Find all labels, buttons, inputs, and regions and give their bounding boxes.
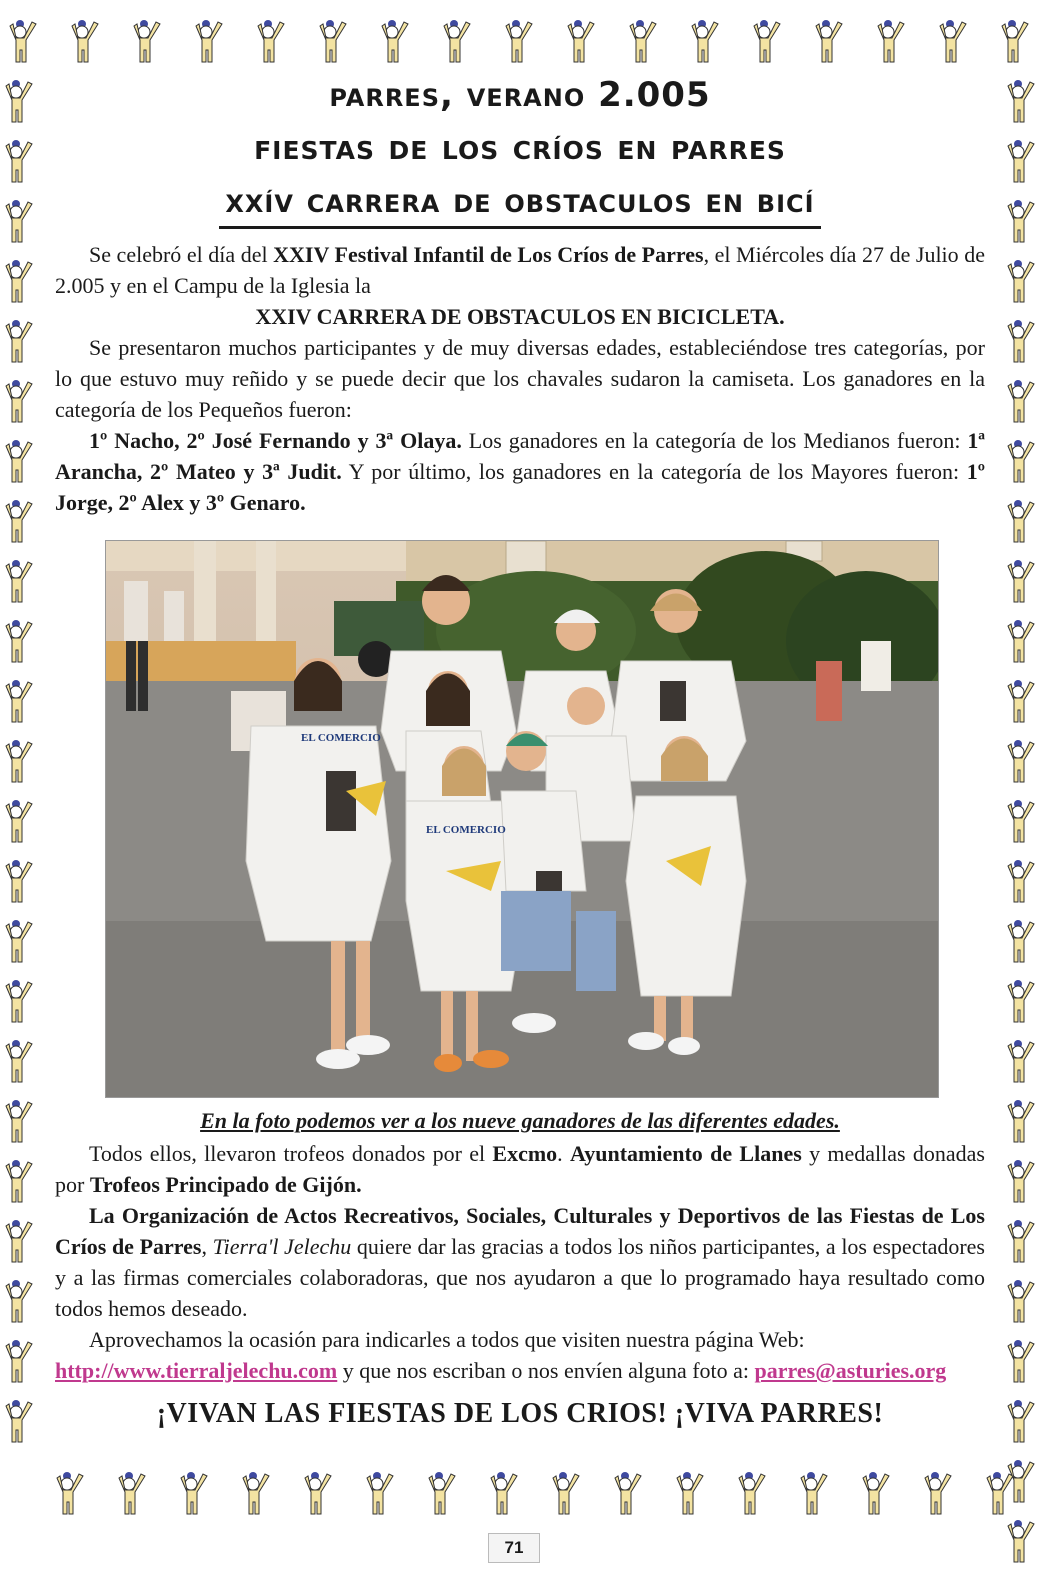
child-figure-icon [1008, 1340, 1034, 1382]
child-figure-icon [6, 920, 32, 962]
child-figure-icon [258, 20, 284, 62]
child-figure-icon [630, 20, 656, 62]
title-parres-verano: parres, verano 2.005 [329, 75, 711, 115]
child-figure-icon [1008, 380, 1034, 422]
child-figure-icon [6, 440, 32, 482]
child-figure-icon [568, 20, 594, 62]
trophies-paragraph: Todos ellos, llevaron trofeos donados por el Excmo. Ayuntamiento de Llanes y medallas donadas por Trofeos Principado de Gijón. [55, 1141, 985, 1197]
page-number: 71 [488, 1533, 540, 1563]
child-figure-icon [6, 260, 32, 302]
child-figure-icon [1008, 200, 1034, 242]
child-figure-icon [506, 20, 532, 62]
child-figure-icon [181, 1472, 207, 1514]
winners-paragraph: 1º Nacho, 2º José Fernando y 3ª Olaya. Los ganadores en la categoría de los Medianos fueron: 1ª Arancha, 2º Mateo y 3ª Judit. Y por último, los ganadores en la categoría de los Mayores fueron: 1º Jorge, 2º Alex y 3º Genaro. [55, 428, 986, 515]
child-figure-icon [1008, 1220, 1034, 1262]
child-figure-icon [6, 680, 32, 722]
child-figure-icon [134, 20, 160, 62]
child-figure-icon [6, 860, 32, 902]
contact-paragraph: Aprovechamos la ocasión para indicarles a todos que visiten nuestra página Web: http://www.tierraljelechu.com y que nos escriban o nos envíen alguna foto a: parres@asturies.org [55, 1327, 947, 1383]
page-content [55, 70, 986, 1429]
child-figure-icon [553, 1472, 579, 1514]
photo-caption: En la foto podemos ver a los nueve ganadores de las diferentes edades. [200, 1108, 840, 1133]
child-figure-icon [367, 1472, 393, 1514]
child-figure-icon [1008, 80, 1034, 122]
race-heading: XXIV CARRERA DE OBSTACULOS EN BICICLETA. [255, 304, 785, 329]
website-link[interactable]: http://www.tierraljelechu.com [55, 1358, 338, 1383]
child-figure-icon [6, 1100, 32, 1142]
child-figure-icon [801, 1472, 827, 1514]
closing-slogan: ¡VIVAN LAS FIESTAS DE LOS CRIOS! ¡VIVA PARRES! [156, 1398, 884, 1429]
child-figure-icon [6, 140, 32, 182]
child-figure-icon [6, 1040, 32, 1082]
child-figure-icon [6, 1160, 32, 1202]
child-figure-icon [6, 500, 32, 542]
title-fiestas: fiestas de los críos en parres [254, 127, 786, 168]
child-figure-icon [491, 1472, 517, 1514]
child-figure-icon [6, 200, 32, 242]
child-figure-icon [925, 1472, 951, 1514]
child-figure-icon [615, 1472, 641, 1514]
child-figure-icon [1008, 1100, 1034, 1142]
child-figure-icon [1008, 260, 1034, 302]
child-figure-icon [6, 800, 32, 842]
child-figure-icon [119, 1472, 145, 1514]
winners-photo [105, 540, 939, 1098]
child-figure-icon [196, 20, 222, 62]
shirt-print-text: EL COMERCIO [301, 732, 381, 744]
child-figure-icon [878, 20, 904, 62]
child-figure-icon [6, 560, 32, 602]
intro-paragraph: Se celebró el día del XXIV Festival Infantil de Los Críos de Parres, el Miércoles día 27 de Julio de 2.005 y en el Campu de la Iglesia la [55, 242, 985, 298]
child-figure-icon [6, 1220, 32, 1262]
child-figure-icon [444, 20, 470, 62]
child-figure-icon [6, 1280, 32, 1322]
child-figure-icon [1002, 20, 1028, 62]
child-figure-icon [6, 320, 32, 362]
child-figure-icon [72, 20, 98, 62]
child-figure-icon [940, 20, 966, 62]
child-figure-icon [863, 1472, 889, 1514]
child-figure-icon [1008, 440, 1034, 482]
child-figure-icon [1008, 860, 1034, 902]
child-figure-icon [6, 1340, 32, 1382]
child-figure-icon [1008, 1400, 1034, 1442]
child-figure-icon [6, 80, 32, 122]
participants-paragraph: Se presentaron muchos participantes y de muy diversas edades, estableciéndose tres categorías, por lo que estuvo muy reñido y se puede decir que los chavales sudaron la camiseta. Los ganadores en la categoría de los Pequeños fueron: [55, 335, 985, 422]
child-figure-icon [1008, 500, 1034, 542]
child-figure-icon [1008, 1280, 1034, 1322]
lower-text [55, 1138, 985, 1430]
shirt-print-text: EL COMERCIO [426, 824, 506, 836]
child-figure-icon [57, 1472, 83, 1514]
child-figure-icon [677, 1472, 703, 1514]
child-figure-icon [1008, 1160, 1034, 1202]
child-figure-icon [987, 1472, 1013, 1514]
child-figure-icon [6, 620, 32, 662]
child-figure-icon [816, 20, 842, 62]
child-figure-icon [1008, 680, 1034, 722]
child-figure-icon [382, 20, 408, 62]
child-figure-icon [429, 1472, 455, 1514]
child-figure-icon [305, 1472, 331, 1514]
child-figure-icon [1008, 1520, 1034, 1562]
thanks-paragraph: La Organización de Actos Recreativos, Sociales, Culturales y Deportivos de las Fiestas de Los Críos de Parres, Tierra'l Jelechu quiere dar las gracias a todos los niños participantes, a los espectadores y a las firmas comerciales colaboradoras, que nos ayudaron a que lo programado haya resultado como todos hemos deseado. [55, 1203, 985, 1321]
child-figure-icon [243, 1472, 269, 1514]
child-figure-icon [320, 20, 346, 62]
child-figure-icon [1008, 140, 1034, 182]
child-figure-icon [6, 380, 32, 422]
child-figure-icon [6, 740, 32, 782]
child-figure-icon [1008, 980, 1034, 1022]
child-figure-icon [1008, 740, 1034, 782]
child-figure-icon [692, 20, 718, 62]
child-figure-icon [10, 20, 36, 62]
child-figure-icon [1008, 560, 1034, 602]
child-figure-icon [1008, 620, 1034, 662]
email-link[interactable]: parres@asturies.org [754, 1358, 947, 1383]
child-figure-icon [6, 1400, 32, 1442]
title-carrera: xxív carrera de obstaculos en bicí [219, 176, 820, 229]
child-figure-icon [1008, 1460, 1034, 1502]
child-figure-icon [1008, 920, 1034, 962]
child-figure-icon [754, 20, 780, 62]
child-figure-icon [1008, 320, 1034, 362]
child-figure-icon [1008, 1040, 1034, 1082]
child-figure-icon [6, 980, 32, 1022]
child-figure-icon [739, 1472, 765, 1514]
child-figure-icon [1008, 800, 1034, 842]
